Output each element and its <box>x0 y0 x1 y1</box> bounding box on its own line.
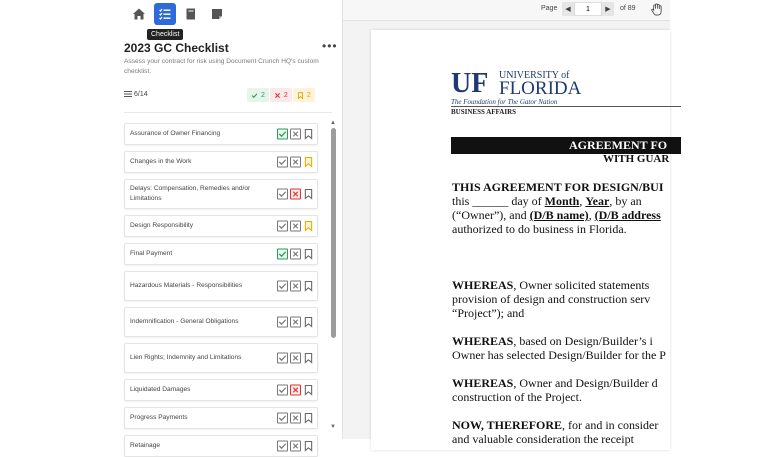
mark-failed-button[interactable] <box>290 157 301 168</box>
bookmark-button[interactable] <box>303 281 313 292</box>
mark-passed-button[interactable] <box>277 441 288 452</box>
bookmarked-count: 2 <box>306 91 311 99</box>
checklist-item-label: Liquidated Damages <box>130 386 191 393</box>
x-icon <box>274 92 281 99</box>
mark-failed-button[interactable] <box>290 385 301 396</box>
mark-failed-button[interactable] <box>290 221 301 232</box>
bookmark-button[interactable] <box>303 317 313 328</box>
checklist-item-label: Design Responsibility <box>130 222 194 229</box>
uf-logo-florida: FLORIDA <box>499 78 582 99</box>
check-icon <box>278 442 287 451</box>
check-icon <box>278 190 287 199</box>
mark-passed-button[interactable] <box>277 317 288 328</box>
checklist-item[interactable] <box>124 379 318 401</box>
bookmark-icon <box>297 92 304 99</box>
mark-passed-button[interactable] <box>277 221 288 232</box>
mark-failed-button[interactable] <box>290 249 301 260</box>
mark-failed-button[interactable] <box>290 353 301 364</box>
checklist-item[interactable] <box>124 271 318 301</box>
divider <box>124 112 332 113</box>
checklist-item-actions <box>277 281 313 292</box>
x-icon <box>291 354 300 363</box>
bookmark-button[interactable] <box>303 353 313 364</box>
bookmark-button[interactable] <box>303 157 313 168</box>
x-icon <box>291 130 300 139</box>
checklist-item-actions <box>277 157 313 168</box>
document-line: WHEREAS, based on Design/Builder’s i <box>452 334 653 348</box>
document-line: and valuable consideration the receipt <box>452 432 634 446</box>
check-icon <box>278 222 287 231</box>
bookmark-button[interactable] <box>303 189 313 200</box>
document-page <box>371 30 670 450</box>
progress-count <box>124 90 148 98</box>
checklist-item[interactable] <box>124 243 318 265</box>
notes-button[interactable] <box>206 3 228 25</box>
bookmark-icon <box>304 281 313 292</box>
bookmark-button[interactable] <box>303 441 313 452</box>
bookmark-button[interactable] <box>303 221 313 232</box>
header-rule <box>451 106 681 107</box>
check-icon <box>278 282 287 291</box>
checklist-item-label: Lien Rights; Indemnity and Limitations <box>130 354 242 361</box>
book-icon <box>184 7 198 21</box>
bookmark-button[interactable] <box>303 413 313 424</box>
document-line: this ______ day of Month, Year, by an <box>452 194 642 208</box>
checklist-items <box>124 120 318 449</box>
checklist-item[interactable] <box>124 179 318 209</box>
checklist-item[interactable] <box>124 151 318 173</box>
mark-passed-button[interactable] <box>277 129 288 140</box>
agreement-subtitle: WITH GUAR <box>603 153 670 165</box>
mark-failed-button[interactable] <box>290 413 301 424</box>
passed-filter-chip[interactable] <box>247 88 269 102</box>
uf-logo-tagline: The Foundation for The Gator Nation <box>451 98 558 106</box>
check-icon <box>278 354 287 363</box>
document-line: Owner has selected Design/Builder for the P <box>452 348 666 362</box>
checklist-item-actions <box>277 353 313 364</box>
checklist-item-label: Assurance of Owner Financing <box>130 130 221 137</box>
checklist-item-actions <box>277 189 313 200</box>
checklist-item[interactable] <box>124 307 318 337</box>
checklist-subtitle: Assess your contract for risk using Document Crunch HQ's custom checklist. <box>124 58 319 75</box>
failed-filter-chip[interactable] <box>270 88 292 102</box>
department-name: BUSINESS AFFAIRS <box>451 108 517 116</box>
bookmark-icon <box>304 129 313 140</box>
bookmark-icon <box>304 157 313 168</box>
mark-passed-button[interactable] <box>277 189 288 200</box>
home-button[interactable] <box>128 3 150 25</box>
mark-failed-button[interactable] <box>290 317 301 328</box>
checklist-item-label: Final Payment <box>130 250 173 257</box>
document-line: “Project”); and <box>452 306 525 320</box>
checklist-item[interactable] <box>124 343 318 373</box>
checklist-item-label: Progress Payments <box>130 414 188 421</box>
failed-count: 2 <box>283 91 288 99</box>
document-line: WHEREAS, Owner solicited statements <box>452 278 650 292</box>
x-icon <box>291 190 300 199</box>
checklist-item-actions <box>277 385 313 396</box>
check-icon <box>278 414 287 423</box>
bookmark-icon <box>304 413 313 424</box>
prev-page-icon[interactable]: ◀ <box>562 2 574 16</box>
checklist-item-actions <box>277 441 313 452</box>
checklist-item-label: Changes in the Work <box>130 158 192 165</box>
checklist-panel <box>110 0 343 449</box>
agreement-title: AGREEMENT FO <box>569 138 668 152</box>
checklist-title: 2023 GC Checklist <box>124 41 229 55</box>
scroll-down-icon[interactable]: ▼ <box>330 424 336 430</box>
checklist-item[interactable] <box>124 435 318 457</box>
more-options-icon[interactable]: ••• <box>322 39 338 53</box>
viewer-toolbar <box>343 0 670 21</box>
x-icon <box>291 282 300 291</box>
bookmark-icon <box>304 385 313 396</box>
uf-logo-mark: UF <box>451 68 489 99</box>
mark-failed-button[interactable] <box>290 441 301 452</box>
document-line: THIS AGREEMENT FOR DESIGN/BUI <box>452 180 664 194</box>
bookmarked-filter-chip[interactable] <box>293 88 315 102</box>
mark-passed-button[interactable] <box>277 281 288 292</box>
mark-passed-button[interactable] <box>277 249 288 260</box>
x-icon <box>291 158 300 167</box>
next-page-icon[interactable]: ▶ <box>602 2 614 16</box>
hand-tool-icon[interactable] <box>650 3 663 16</box>
checklist-item[interactable] <box>124 215 318 237</box>
checklist-item-label: Hazardous Materials - Responsibilities <box>130 282 243 289</box>
mark-failed-button[interactable] <box>290 189 301 200</box>
uf-logo-university: UNIVERSITY of <box>499 70 570 81</box>
x-icon <box>291 386 300 395</box>
bookmark-icon <box>304 221 313 232</box>
page-label: Page <box>541 5 558 12</box>
checklist-item-actions <box>277 249 313 260</box>
progress-count-text: 6/14 <box>134 90 148 98</box>
list-icon <box>124 90 132 98</box>
checklist-item-actions <box>277 317 313 328</box>
document-viewer <box>343 0 670 446</box>
library-button[interactable] <box>180 3 202 25</box>
checklist-button[interactable] <box>154 3 176 25</box>
scroll-thumb[interactable] <box>331 128 336 338</box>
mark-failed-button[interactable] <box>290 129 301 140</box>
mark-passed-button[interactable] <box>277 353 288 364</box>
checklist-item-label: Delays: Compensation, Remedies and/or Limitations <box>130 185 251 202</box>
bookmark-icon <box>304 353 313 364</box>
home-icon <box>132 7 146 21</box>
x-icon <box>291 250 300 259</box>
checklist-item[interactable] <box>124 123 318 145</box>
check-icon <box>278 158 287 167</box>
page-total: of 89 <box>620 5 636 12</box>
document-line: NOW, THEREFORE, for and in consider <box>452 418 659 432</box>
checklist-item-actions <box>277 221 313 232</box>
check-icon <box>278 318 287 327</box>
document-line: (“Owner”), and (D/B name), (D/B address <box>452 208 661 222</box>
mark-passed-button[interactable] <box>277 385 288 396</box>
scrollbar[interactable] <box>330 120 337 430</box>
check-icon <box>251 92 258 99</box>
status-chips <box>247 88 315 102</box>
mark-failed-button[interactable] <box>290 281 301 292</box>
note-icon <box>210 7 224 21</box>
checklist-tooltip: Checklist <box>147 29 183 40</box>
page-number-input[interactable]: 1 <box>574 2 602 16</box>
bookmark-icon <box>304 189 313 200</box>
scroll-up-icon[interactable]: ▲ <box>330 120 336 126</box>
document-line: provision of design and construction serv <box>452 292 651 306</box>
checklist-item-label: Indemnification - General Obligations <box>130 318 239 325</box>
bookmark-icon <box>304 317 313 328</box>
bookmark-button[interactable] <box>303 385 313 396</box>
mark-passed-button[interactable] <box>277 157 288 168</box>
checklist-item-actions <box>277 129 313 140</box>
mark-passed-button[interactable] <box>277 413 288 424</box>
bookmark-icon <box>304 249 313 260</box>
bookmark-icon <box>304 441 313 452</box>
check-icon <box>278 250 287 259</box>
bookmark-button[interactable] <box>303 129 313 140</box>
page-navigator <box>562 2 614 16</box>
panel-nav <box>110 0 342 30</box>
bookmark-button[interactable] <box>303 249 313 260</box>
passed-count: 2 <box>261 91 265 99</box>
checklist-item[interactable] <box>124 407 318 429</box>
x-icon <box>291 442 300 451</box>
document-line: authorized to do business in Florida. <box>452 222 627 236</box>
checklist-item-actions <box>277 413 313 424</box>
x-icon <box>291 414 300 423</box>
check-icon <box>278 130 287 139</box>
document-line: construction of the Project. <box>452 390 582 404</box>
document-line: WHEREAS, Owner and Design/Builder d <box>452 376 658 390</box>
x-icon <box>291 222 300 231</box>
checklist-icon <box>158 7 172 21</box>
x-icon <box>291 318 300 327</box>
checklist-item-label: Retainage <box>130 442 161 449</box>
check-icon <box>278 386 287 395</box>
